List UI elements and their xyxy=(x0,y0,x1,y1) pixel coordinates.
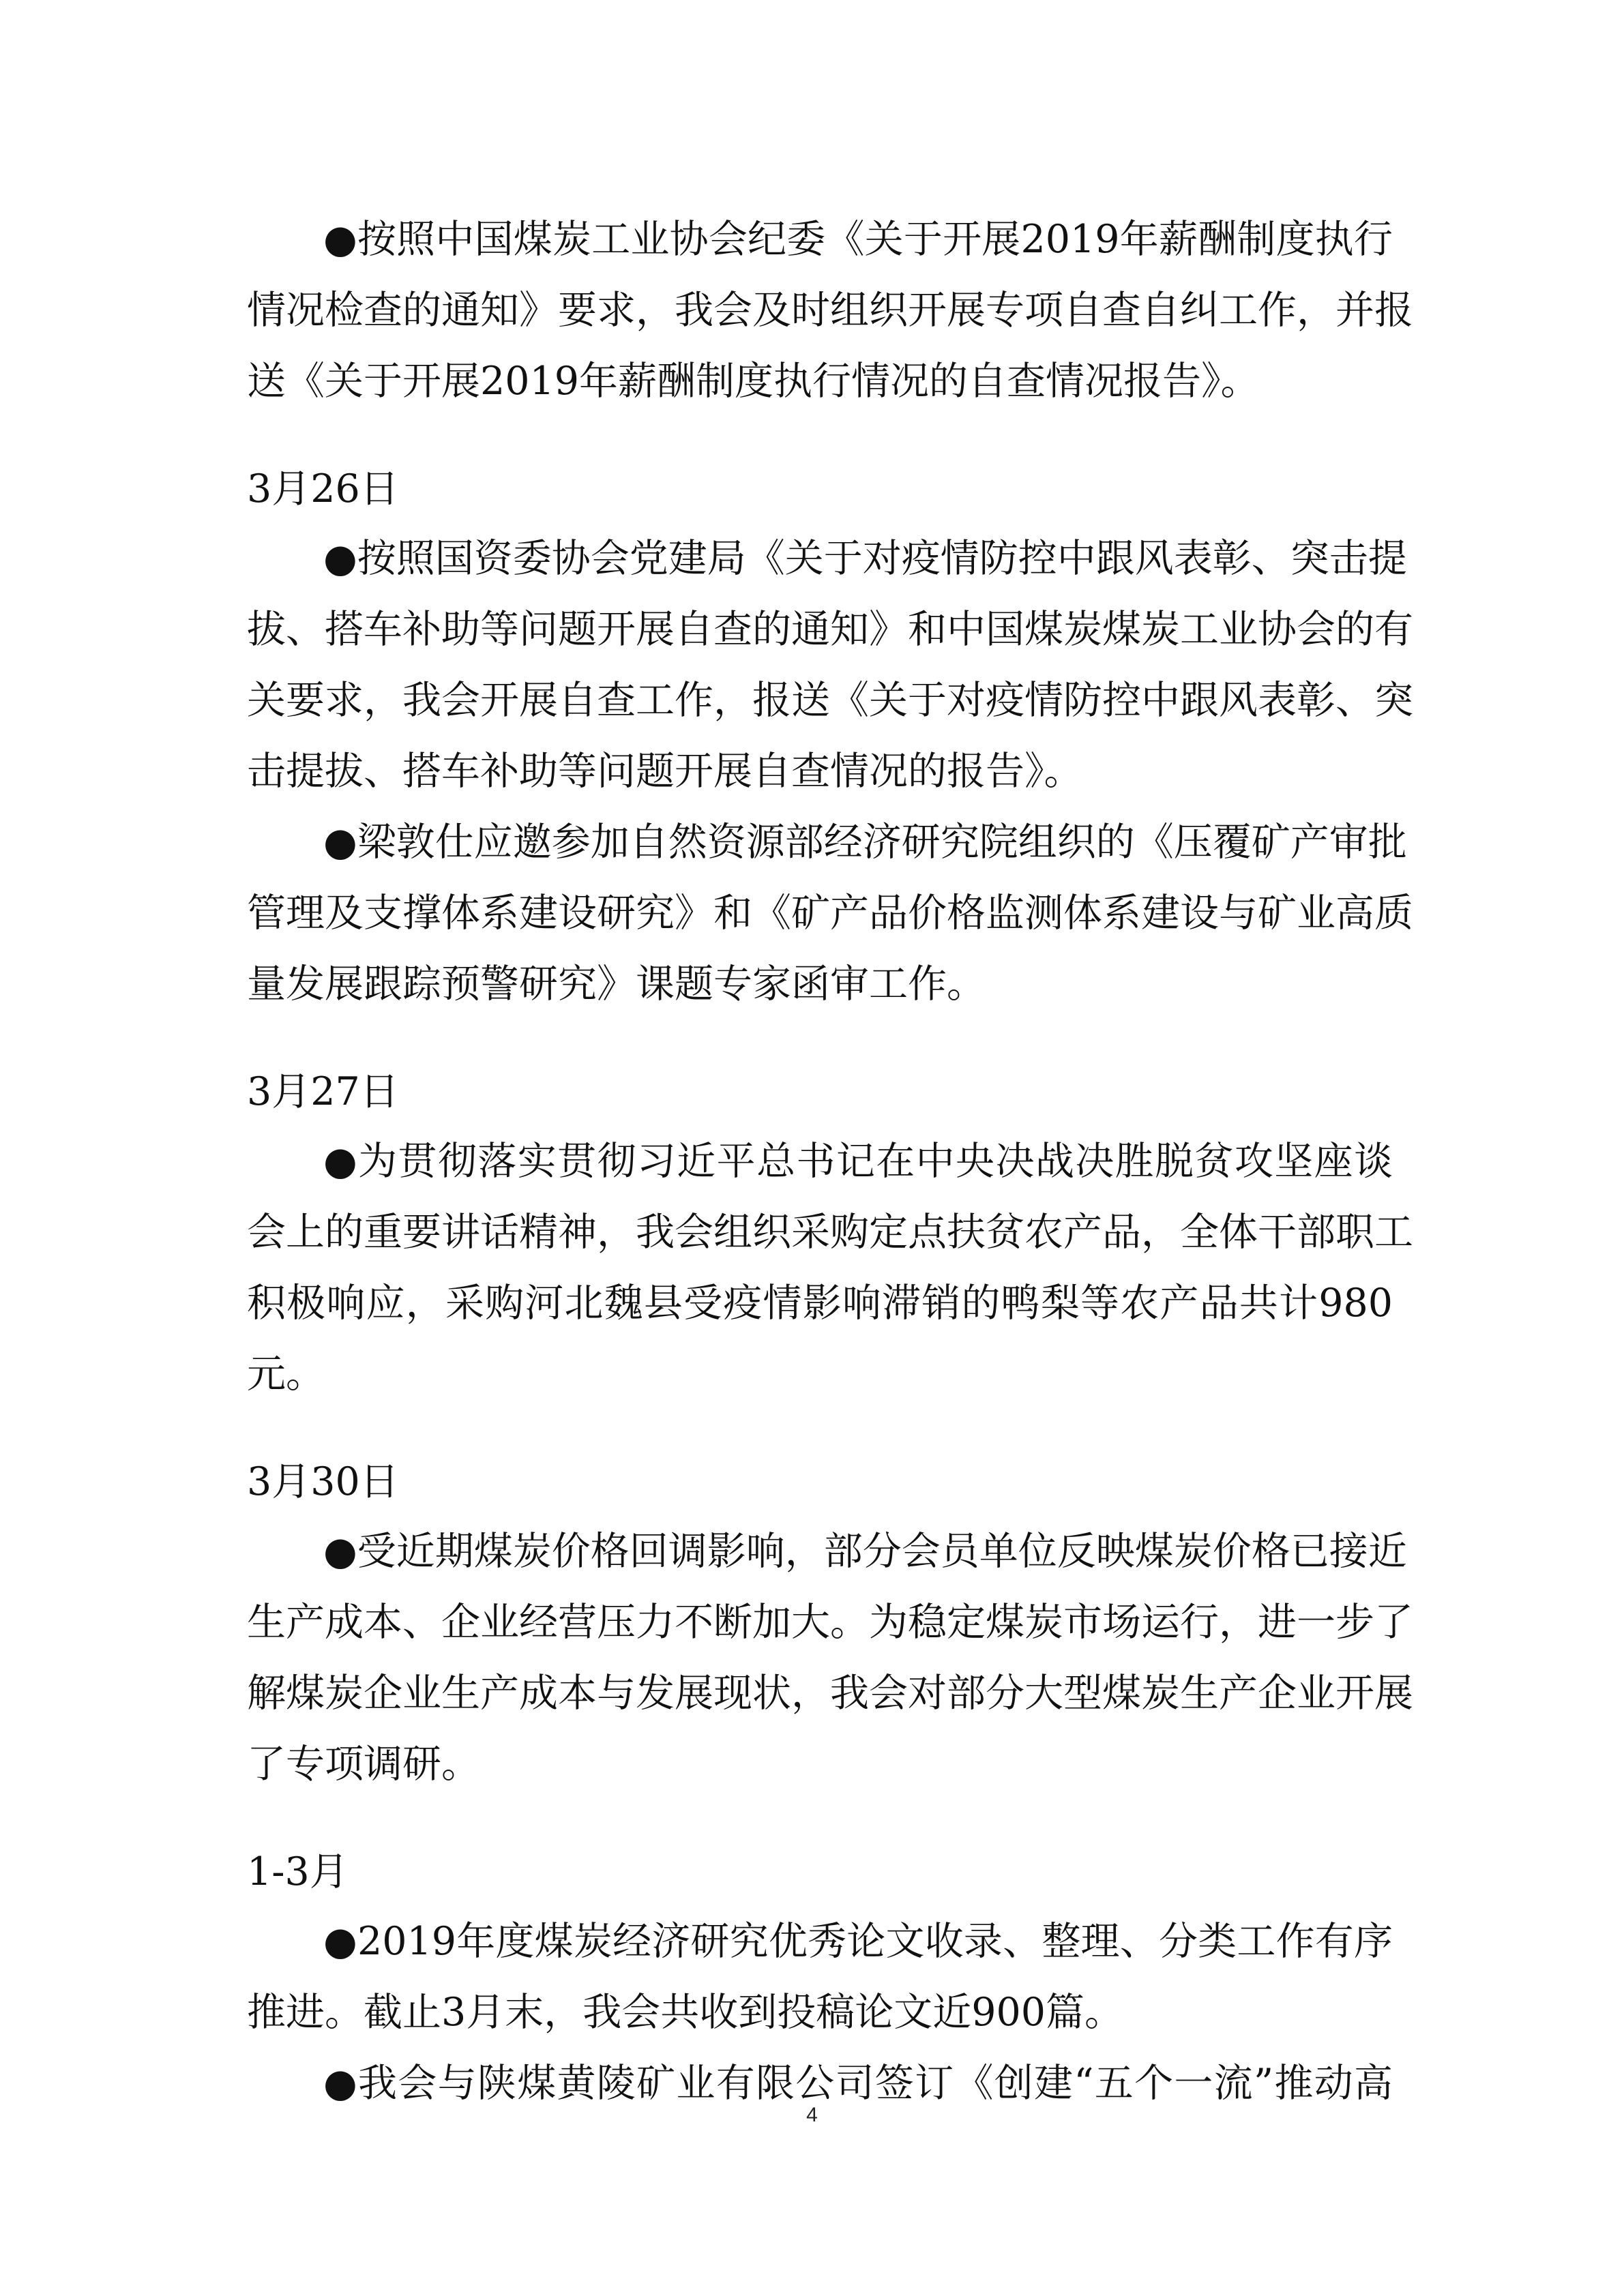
paragraph-text: ●2019年度煤炭经济研究优秀论文收录、整理、分类工作有序 xyxy=(323,1919,1393,1964)
paragraph-line xyxy=(0,1527,1624,1576)
paragraph-line xyxy=(0,889,1624,938)
paragraph-line xyxy=(0,959,1624,1009)
paragraph-line xyxy=(0,215,1624,264)
paragraph-text: 管理及支撑体系建设研究》和《矿产品价格监测体系建设与矿业高质 xyxy=(247,891,1413,936)
paragraph-text: 推进。截止3月末，我会共收到投稿论文近900篇。 xyxy=(247,1990,1124,2035)
paragraph-text: 情况检查的通知》要求，我会及时组织开展专项自查自纠工作，并报 xyxy=(247,288,1413,333)
paragraph-text: ●梁敦仕应邀参加自然资源部经济研究院组织的《压覆矿产审批 xyxy=(323,820,1407,865)
paragraph-text: 解煤炭企业生产成本与发展现状，我会对部分大型煤炭生产企业开展 xyxy=(247,1671,1413,1716)
paragraph-line xyxy=(0,1988,1624,2037)
paragraph-text: ●按照国资委协会党建局《关于对疫情防控中跟风表彰、突击提 xyxy=(323,536,1407,581)
paragraph-line xyxy=(0,1740,1624,1789)
date-text: 3月30日 xyxy=(247,1459,399,1504)
page-number: 4 xyxy=(806,2104,818,2126)
paragraph-line xyxy=(0,2059,1624,2108)
date-text: 1-3月 xyxy=(247,1849,349,1894)
paragraph-line xyxy=(0,286,1624,335)
paragraph-line xyxy=(0,1350,1624,1399)
paragraph-text: 送《关于开展2019年薪酬制度执行情况的自查情况报告》。 xyxy=(247,359,1260,404)
paragraph-line xyxy=(0,1598,1624,1647)
paragraph-text: 元。 xyxy=(247,1352,325,1397)
paragraph-text: ●受近期煤炭价格回调影响，部分会员单位反映煤炭价格已接近 xyxy=(323,1529,1407,1574)
paragraph-line xyxy=(0,605,1624,654)
paragraph-line xyxy=(0,747,1624,796)
paragraph-text: 击提拔、搭车补助等问题开展自查情况的报告》。 xyxy=(247,749,1083,794)
date-heading xyxy=(0,1847,1624,1896)
paragraph-line xyxy=(0,676,1624,725)
paragraph-text: 关要求，我会开展自查工作，报送《关于对疫情防控中跟风表彰、突 xyxy=(247,678,1413,723)
paragraph-text: 会上的重要讲话精神，我会组织采购定点扶贫农产品，全体干部职工 xyxy=(247,1210,1413,1255)
paragraph-line xyxy=(0,818,1624,867)
paragraph-line xyxy=(0,1279,1624,1328)
date-heading xyxy=(0,1067,1624,1116)
paragraph-line xyxy=(0,1669,1624,1718)
date-heading xyxy=(0,464,1624,513)
paragraph-text: ●为贯彻落实贯彻习近平总书记在中央决战决胜脱贫攻坚座谈 xyxy=(323,1139,1393,1184)
date-text: 3月27日 xyxy=(247,1069,399,1114)
paragraph-text: 量发展跟踪预警研究》课题专家函审工作。 xyxy=(247,961,986,1007)
paragraph-line xyxy=(0,1137,1624,1186)
paragraph-text: 了专项调研。 xyxy=(247,1742,480,1787)
date-heading xyxy=(0,1457,1624,1506)
paragraph-text: ●按照中国煤炭工业协会纪委《关于开展2019年薪酬制度执行 xyxy=(323,217,1393,262)
paragraph-line xyxy=(0,357,1624,406)
paragraph-line xyxy=(0,1208,1624,1257)
paragraph-line xyxy=(0,534,1624,583)
paragraph-text: 积极响应，采购河北魏县受疫情影响滞销的鸭梨等农产品共计980 xyxy=(247,1281,1393,1326)
paragraph-text: 生产成本、企业经营压力不断加大。为稳定煤炭市场运行，进一步了 xyxy=(247,1600,1413,1645)
date-text: 3月26日 xyxy=(247,466,399,511)
paragraph-line xyxy=(0,1917,1624,1966)
paragraph-text: ●我会与陕煤黄陵矿业有限公司签订《创建“五个一流”推动高 xyxy=(323,2061,1393,2106)
paragraph-text: 拔、搭车补助等问题开展自查的通知》和中国煤炭煤炭工业协会的有 xyxy=(247,607,1413,652)
